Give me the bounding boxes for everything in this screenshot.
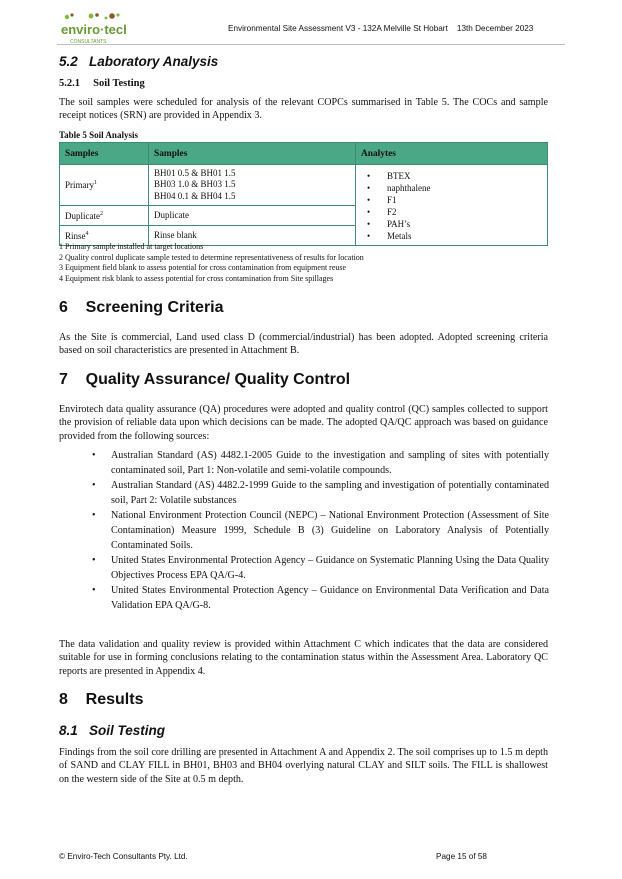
analytes-cell	[356, 165, 548, 246]
sample-ids-cell: BH01 0.5 & BH01 1.5 BH03 1.0 & BH03 1.5 BH04 0.1 & BH04 1.5	[149, 165, 356, 206]
list-item: • F1	[387, 194, 542, 206]
section-8-heading: 8 Results	[59, 691, 144, 708]
section-6-heading: 6 Screening Criteria	[59, 299, 224, 316]
section-5-2-heading: 5.2 Laboratory Analysis	[59, 54, 219, 69]
list-item: • naphthalene	[387, 182, 542, 194]
header-divider	[57, 44, 565, 45]
section-8-1-paragraph: Findings from the soil core drilling are presented in Attachment A and Appendix 2. The soil comprises up to 1.5 m depth of SAND and CLAY FILL in BH01, BH03 and BH04 overlying natural CLAY and SILT soils. The FILL is shallowest on the western side of the Site at 0.5 m depth.	[59, 747, 548, 785]
soil-analysis-table	[59, 142, 548, 246]
section-7-paragraph: Envirotech data quality assurance (QA) procedures were adopted and quality control (QC) samples collected to support the provision of reliable data upon which decisions can be made. The adopted QA/QC approach was based on guidance provided from the following sources:	[59, 404, 548, 442]
analytes-list	[361, 170, 542, 242]
sample-ids-cell: Rinse blank	[149, 226, 356, 246]
footnote: 2 Quality control duplicate sample tested to determine representativeness of results for location	[59, 252, 364, 262]
footer-copyright: © Enviro-Tech Consultants Pty. Ltd.	[59, 852, 188, 861]
list-item: • BTEX	[387, 170, 542, 182]
table-header-row	[60, 143, 548, 165]
list-item: • United States Environmental Protection Agency – Guidance on Environmental Data Verification and Data Validation EPA QA/G-8.	[92, 583, 549, 613]
section-6-paragraph: As the Site is commercial, Land used class D (commercial/industrial) has been adopted. Adopted screening criteria based on soil characteristics are presented in Attachment B.	[59, 332, 548, 357]
sample-type-cell: Primary$^1$	[60, 165, 149, 206]
list-item: • National Environment Protection Council (NEPC) – National Environment Protection (Assessment of Site Contamination) Measure 1999, Schedule B (3) Guideline on Laboratory Analysis of Potentially Contaminated Soils.	[92, 508, 549, 553]
section-7-heading: 7 Quality Assurance/ Quality Control	[59, 371, 351, 388]
list-item: • Metals	[387, 230, 542, 242]
list-item: • PAH’s	[387, 218, 542, 230]
qa-sources-list	[92, 448, 549, 613]
table-row	[60, 165, 548, 206]
list-item: • Australian Standard (AS) 4482.1-2005 Guide to the investigation and sampling of sites with potentially contaminated soil, Part 1: Non-volatile and semi-volatile compounds.	[92, 448, 549, 478]
list-item: • F2	[387, 206, 542, 218]
column-header: Samples	[60, 143, 149, 165]
list-item: • United States Environmental Protection Agency – Guidance on Systematic Planning Using the Data Quality Objectives Process EPA QA/G-4.	[92, 553, 549, 583]
footnote: 3 Equipment field blank to assess potential for cross contamination from equipment reuse	[59, 263, 347, 272]
logo-text: enviro·tech	[61, 22, 126, 37]
footnote: 4 Equipment risk blank to assess potential for cross contamination from Site spillages	[59, 273, 334, 283]
logo-graphic	[60, 12, 126, 46]
section-5-2-1-paragraph: The soil samples were scheduled for analysis of the relevant COPCs summarised in Table 5. The COCs and sample receipt notices (SRN) are provided in Appendix 3.	[59, 97, 548, 122]
sample-ids-cell: Duplicate	[149, 206, 356, 226]
footnote: 1 Primary sample installed at target locations	[59, 242, 204, 251]
table-5-caption: Table 5 Soil Analysis	[59, 130, 138, 140]
section-7-closing-paragraph: The data validation and quality review is provided within Attachment C which indicates that the data are considered suitable for use in forming conclusions relating to the contamination status within the Assessment Area. Laboratory QC reports are presented in Appendix 4.	[59, 639, 548, 677]
company-logo	[60, 12, 126, 46]
logo-subtext: CONSULTANTS	[70, 39, 107, 45]
column-header: Samples	[149, 143, 356, 165]
sample-type-cell: Duplicate$^2$	[60, 206, 149, 226]
table-footnotes	[59, 242, 364, 284]
section-5-2-1-heading: 5.2.1 Soil Testing	[59, 78, 145, 89]
footer-page-number: Page 15 of 58	[436, 852, 487, 861]
sample-type-cell: Rinse$^4$	[60, 226, 149, 246]
section-8-1-heading: 8.1 Soil Testing	[59, 723, 166, 738]
document-header-title: Environmental Site Assessment V3 - 132A Melville St Hobart 13th December 2023	[228, 24, 534, 33]
column-header: Analytes	[356, 143, 548, 165]
list-item: • Australian Standard (AS) 4482.2-1999 Guide to the sampling and investigation of potentially contaminated soil, Part 2: Volatile substances	[92, 478, 549, 508]
